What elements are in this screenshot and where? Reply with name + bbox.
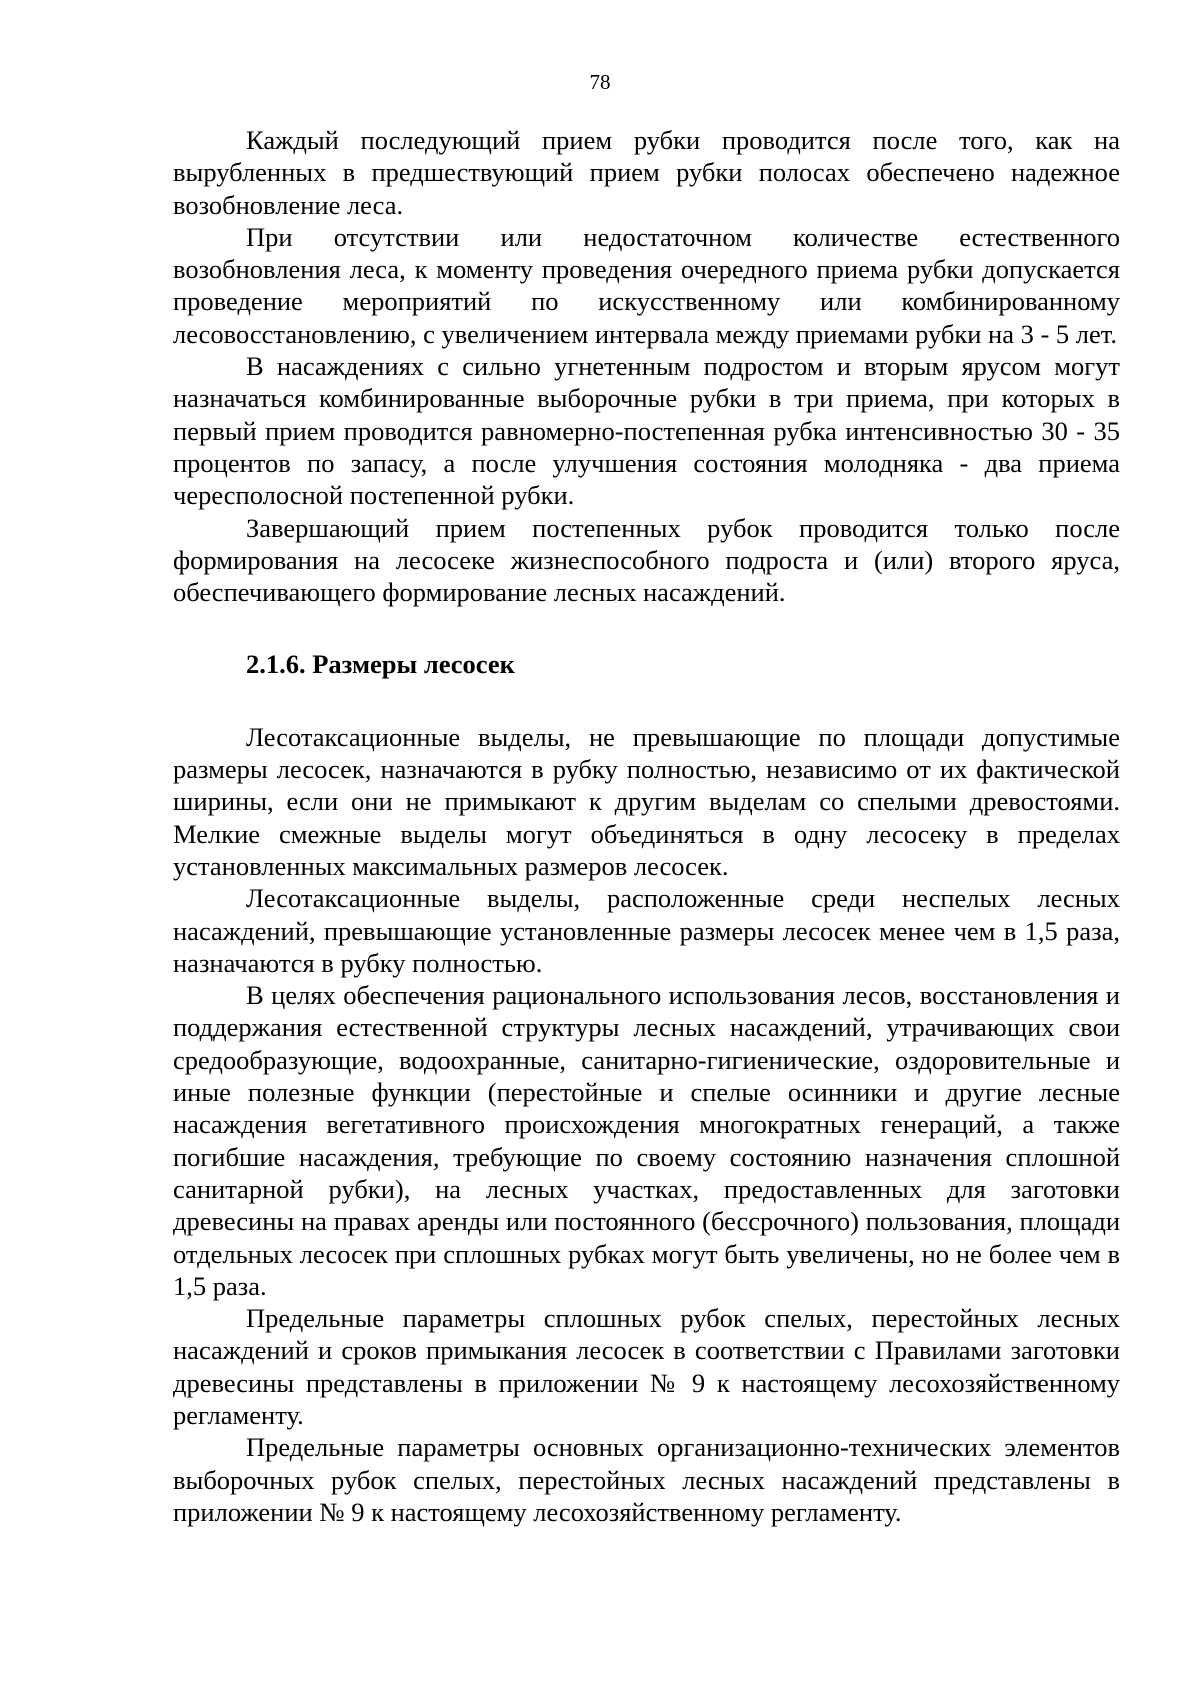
document-body — [173, 124, 1120, 1528]
paragraph: В насаждениях с сильно угнетенным подростом и вторым ярусом могут назначаться комбинированные выборочные рубки в три приема, при которых в первый прием проводится равномерно-постепенная рубка интенсивностью 30 - 35 процентов по запасу, а после улучшения состояния молодняка - два приема чересполосной постепенной рубки. — [173, 351, 1120, 511]
paragraph: Предельные параметры сплошных рубок спелых, перестойных лесных насаждений и сроков примыкания лесосек в соответствии с Правилами заготовки древесины представлены в приложении № 9 к настоящему лесохозяйственному регламенту. — [173, 1303, 1120, 1430]
page-number: 78 — [589, 70, 611, 94]
paragraph: Каждый последующий прием рубки проводится после того, как на вырубленных в предшествующий прием рубки полосах обеспечено надежное возобновление леса. — [173, 125, 1120, 220]
section-heading: 2.1.6. Размеры лесосек — [246, 649, 515, 680]
paragraph: Завершающий прием постепенных рубок проводится только после формирования на лесосеке жизнеспособного подроста и (или) второго яруса, обеспечивающего формирование лесных насаждений. — [173, 512, 1120, 608]
paragraph: При отсутствии или недостаточном количестве естественного возобновления леса, к моменту проведения очередного приема рубки допускается проведение мероприятий по искусственному или комбинированному лесовосстановлению, с увеличением интервала между приемами рубки на 3 - 5 лет. — [173, 221, 1120, 349]
paragraph: Предельные параметры основных организационно-технических элементов выборочных рубок спелых, перестойных лесных насаждений представлены в приложении № 9 к настоящему лесохозяйственному регламенту. — [173, 1432, 1120, 1527]
paragraph: В целях обеспечения рационального использования лесов, восстановления и поддержания естественной структуры лесных насаждений, утрачивающих свои средообразующие, водоохранные, санитарно-гигиенические, оздоровительные и иные полезные функции (перестойные и спелые осинники и другие лесные насаждения вегетативного происхождения многократных генераций, а также погибшие насаждения, требующие по своему состоянию назначения сплошной санитарной рубки), на лесных участках, предоставленных для заготовки древесины на правах аренды или постоянного (бессрочного) пользования, площади отдельных лесосек при сплошных рубках могут быть увеличены, но не более чем в 1,5 раза. — [173, 980, 1120, 1301]
paragraph: Лесотаксационные выделы, расположенные среди неспелых лесных насаждений, превышающие установленные размеры лесосек менее чем в 1,5 раза, назначаются в рубку полностью. — [173, 883, 1120, 978]
paragraph: Лесотаксационные выделы, не превышающие по площади допустимые размеры лесосек, назначаются в рубку полностью, независимо от их фактической ширины, если они не примыкают к другим выделам со спелыми древостоями. Мелкие смежные выделы могут объединяться в одну лесосеку в пределах установленных максимальных размеров лесосек. — [173, 721, 1120, 881]
